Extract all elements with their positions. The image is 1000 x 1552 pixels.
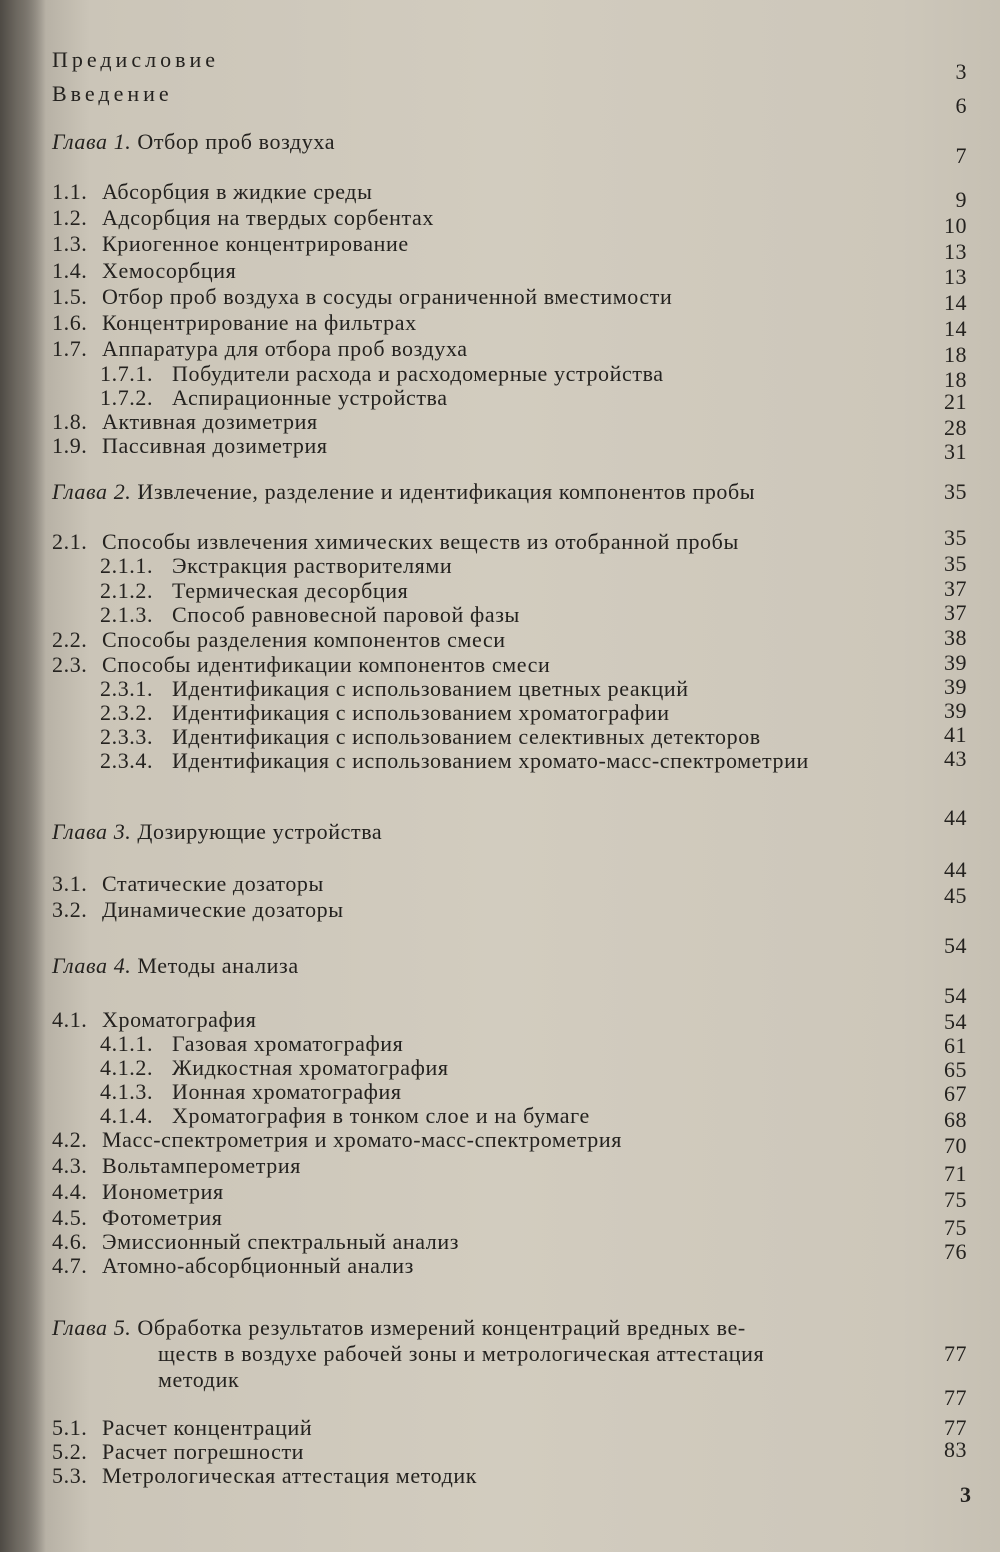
entry-page: 13 <box>944 264 967 289</box>
section-number: 3.2. <box>52 897 88 922</box>
section-number: 1.7. <box>52 336 88 361</box>
section-title: Аппаратура для отбора проб воздуха <box>102 336 468 361</box>
section-title: Хроматография <box>102 1007 257 1032</box>
subsection-title: Идентификация с использованием цветных реакций <box>172 676 689 701</box>
entry-page: 14 <box>944 316 967 341</box>
section-number: 5.1. <box>52 1415 88 1440</box>
section-title: Расчет концентраций <box>102 1415 313 1440</box>
entry-page: 37 <box>944 576 967 601</box>
entry-page: 54 <box>944 933 967 958</box>
section-number: 3.1. <box>52 871 88 896</box>
entry-page: 28 <box>944 415 967 440</box>
chapter-prefix: Глава 5. <box>52 1315 132 1340</box>
section-title: Масс-спектрометрия и хромато-масс-спектрометрия <box>102 1127 622 1152</box>
section-title: Хемосорбция <box>102 258 237 283</box>
section-title: Абсорбция в жидкие среды <box>102 179 373 204</box>
entry-page: 35 <box>944 551 967 576</box>
chapter-title-continued: методик <box>158 1367 240 1392</box>
chapter-title: Методы анализа <box>137 953 299 978</box>
chapter-title: Обработка результатов измерений концентраций вредных ве- <box>137 1315 746 1340</box>
entry-page: 77 <box>944 1341 967 1366</box>
subsection-title: Термическая десорбция <box>172 578 409 603</box>
entry-page: 45 <box>944 883 967 908</box>
toc-chapter-2 <box>0 478 1000 508</box>
subsection-number: 2.1.1. <box>100 553 154 578</box>
subsection-title: Газовая хроматография <box>172 1031 404 1056</box>
toc-section <box>0 230 1000 264</box>
entry-page: 43 <box>944 746 967 771</box>
entry-page: 18 <box>944 367 967 392</box>
toc-chapter-5-line-3 <box>0 1366 1000 1410</box>
section-title: Фотометрия <box>102 1205 223 1230</box>
chapter-heading <box>52 478 755 506</box>
chapter-heading <box>52 128 335 156</box>
subsection-number: 2.1.2. <box>100 578 154 603</box>
section-title: Метрологическая аттестация методик <box>102 1463 478 1488</box>
section-title: Криогенное концентрирование <box>102 231 409 256</box>
entry-title: Введение <box>52 81 173 106</box>
subsection-title: Хроматография в тонком слое и на бумаге <box>172 1103 590 1128</box>
chapter-prefix: Глава 4. <box>52 953 132 978</box>
entry-page: 44 <box>944 805 967 830</box>
entry-page: 31 <box>944 439 967 464</box>
entry-page: 71 <box>944 1161 967 1186</box>
entry-page: 83 <box>944 1437 967 1462</box>
entry-page: 70 <box>944 1133 967 1158</box>
subsection-number: 2.3.4. <box>100 748 154 773</box>
subsection-number: 4.1.2. <box>100 1055 154 1080</box>
subsection-title: Ионная хроматография <box>172 1079 402 1104</box>
entry-page: 65 <box>944 1057 967 1082</box>
toc-chapter-1 <box>0 128 1000 168</box>
subsection-number: 1.7.1. <box>100 361 154 386</box>
subsection-number: 4.1.1. <box>100 1031 154 1056</box>
chapter-heading <box>52 1314 746 1342</box>
subsection-number: 1.7.2. <box>100 385 154 410</box>
chapter-title-continued: ществ в воздухе рабочей зоны и метрологическая аттестация <box>158 1341 765 1366</box>
subsection-title: Способ равновесной паровой фазы <box>172 602 520 627</box>
subsection-number: 4.1.4. <box>100 1103 154 1128</box>
section-number: 5.3. <box>52 1463 88 1488</box>
section-number: 2.3. <box>52 652 88 677</box>
section-number: 4.3. <box>52 1153 88 1178</box>
section-title: Способы извлечения химических веществ из отобранной пробы <box>102 529 739 554</box>
entry-page: 68 <box>944 1107 967 1132</box>
section-number: 4.2. <box>52 1127 88 1152</box>
chapter-title: Дозирующие устройства <box>137 819 383 844</box>
entry-page: 39 <box>944 674 967 699</box>
chapter-title: Отбор проб воздуха <box>137 129 336 154</box>
section-title: Пассивная дозиметрия <box>102 433 328 458</box>
entry-page: 39 <box>944 698 967 723</box>
entry-page: 35 <box>944 525 967 550</box>
toc-chapter-4 <box>0 933 1000 982</box>
entry-page: 39 <box>944 650 967 675</box>
section-number: 2.2. <box>52 627 88 652</box>
subsection-title: Аспирационные устройства <box>172 385 448 410</box>
section-number: 1.5. <box>52 284 88 309</box>
subsection-title: Жидкостная хроматография <box>172 1055 449 1080</box>
section-number: 4.6. <box>52 1229 88 1254</box>
subsection-number: 2.3.2. <box>100 700 154 725</box>
entry-page: 61 <box>944 1033 967 1058</box>
section-title: Расчет погрешности <box>102 1439 305 1464</box>
entry-page: 7 <box>955 143 967 168</box>
entry-page: 38 <box>944 625 967 650</box>
entry-page: 21 <box>944 389 967 414</box>
entry-page: 41 <box>944 722 967 747</box>
entry-page: 75 <box>944 1187 967 1212</box>
toc-subsection <box>0 747 1000 777</box>
entry-page: 37 <box>944 600 967 625</box>
subsection-number: 2.3.1. <box>100 676 154 701</box>
entry-page: 14 <box>944 290 967 315</box>
section-title: Атомно-абсорбционный анализ <box>102 1253 414 1278</box>
section-number: 1.2. <box>52 205 88 230</box>
entry-page: 35 <box>944 479 967 504</box>
section-number: 1.6. <box>52 310 88 335</box>
entry-page: 13 <box>944 239 967 264</box>
toc-entry-intro <box>0 80 1000 118</box>
subsection-number: 2.3.3. <box>100 724 154 749</box>
chapter-prefix: Глава 1. <box>52 129 132 154</box>
section-title: Ионометрия <box>102 1179 224 1204</box>
section-number: 1.1. <box>52 179 88 204</box>
section-number: 4.4. <box>52 1179 88 1204</box>
subsection-title: Побудители расхода и расходомерные устройства <box>172 361 664 386</box>
section-number: 2.1. <box>52 529 88 554</box>
entry-page: 75 <box>944 1215 967 1240</box>
subsection-title: Экстракция растворителями <box>172 553 453 578</box>
entry-page: 67 <box>944 1081 967 1106</box>
section-number: 4.1. <box>52 1007 88 1032</box>
section-number: 1.4. <box>52 258 88 283</box>
section-title: Активная дозиметрия <box>102 409 318 434</box>
entry-page: 10 <box>944 213 967 238</box>
subsection-number: 4.1.3. <box>100 1079 154 1104</box>
chapter-heading <box>52 818 382 846</box>
toc-section <box>0 432 1000 462</box>
chapter-prefix: Глава 3. <box>52 819 132 844</box>
chapter-title: Извлечение, разделение и идентификация компонентов пробы <box>137 479 756 504</box>
section-title: Способы идентификации компонентов смеси <box>102 652 551 677</box>
section-number: 1.9. <box>52 433 88 458</box>
entry-page: 44 <box>944 857 967 882</box>
section-title: Концентрирование на фильтрах <box>102 310 417 335</box>
subsection-title: Идентификация с использованием хроматографии <box>172 700 670 725</box>
section-title: Адсорбция на твердых сорбентах <box>102 205 434 230</box>
subsection-number: 2.1.3. <box>100 602 154 627</box>
toc-chapter-3 <box>0 805 1000 848</box>
chapter-prefix: Глава 2. <box>52 479 132 504</box>
section-number: 4.7. <box>52 1253 88 1278</box>
section-title: Отбор проб воздуха в сосуды ограниченной вместимости <box>102 284 673 309</box>
entry-title: Предисловие <box>52 47 219 72</box>
entry-page: 18 <box>944 342 967 367</box>
section-title: Вольтамперометрия <box>102 1153 301 1178</box>
section-number: 5.2. <box>52 1439 88 1464</box>
entry-page: 54 <box>944 1009 967 1034</box>
section-number: 1.8. <box>52 409 88 434</box>
entry-page: 6 <box>955 93 967 118</box>
entry-page: 54 <box>944 983 967 1008</box>
entry-page: 77 <box>944 1385 967 1410</box>
entry-page: 9 <box>955 187 967 212</box>
entry-page: 77 <box>944 1415 967 1440</box>
toc-section <box>0 1462 1000 1492</box>
section-number: 4.5. <box>52 1205 88 1230</box>
section-title: Эмиссионный спектральный анализ <box>102 1229 460 1254</box>
page-number: 3 <box>960 1482 971 1507</box>
entry-page: 3 <box>955 59 967 84</box>
entry-page: 76 <box>944 1239 967 1264</box>
subsection-title: Идентификация с использованием хромато-масс-спектрометрии <box>172 748 809 773</box>
section-title: Способы разделения компонентов смеси <box>102 627 506 652</box>
chapter-heading <box>52 952 299 980</box>
toc-entry-preface <box>0 46 1000 84</box>
section-title: Статические дозаторы <box>102 871 324 896</box>
subsection-title: Идентификация с использованием селективных детекторов <box>172 724 761 749</box>
section-title: Динамические дозаторы <box>102 897 344 922</box>
section-number: 1.3. <box>52 231 88 256</box>
